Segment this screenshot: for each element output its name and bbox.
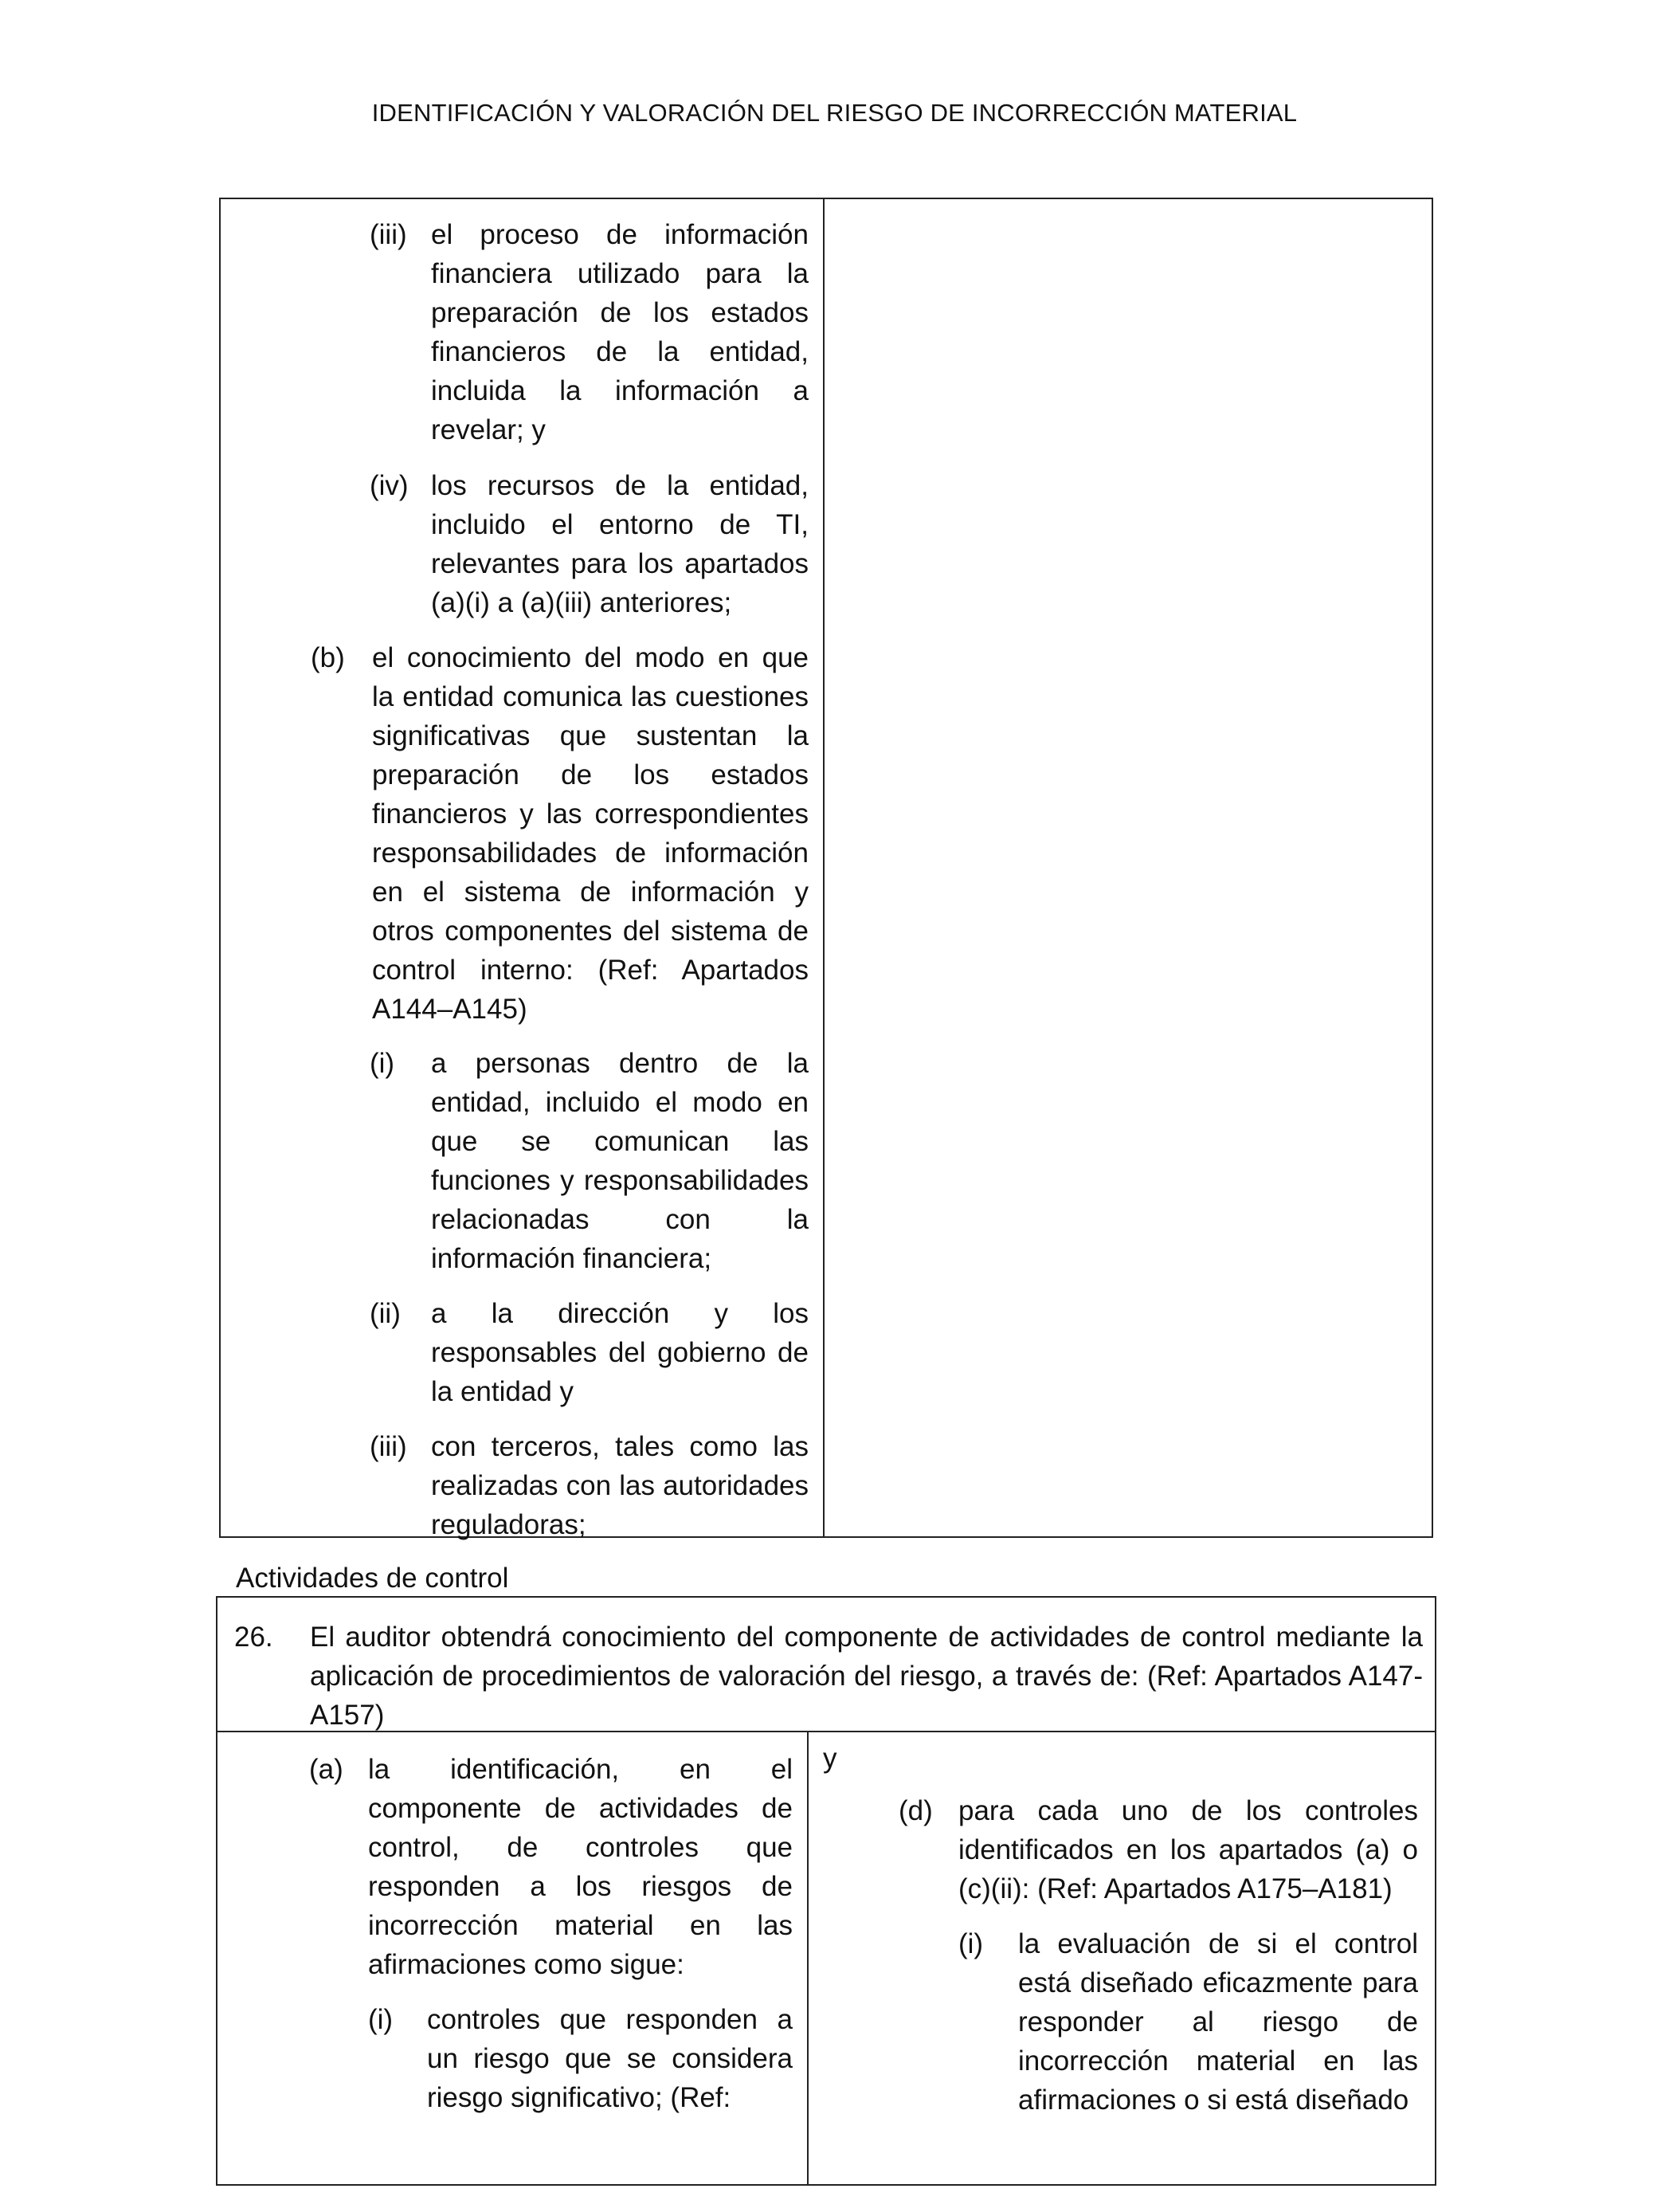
item-marker: (i) [368, 2004, 394, 2035]
item-marker: (a) [309, 1754, 343, 1785]
item-marker: (iii) [370, 1431, 407, 1462]
item-marker: (d) [899, 1795, 933, 1826]
item-marker: (iv) [370, 470, 409, 501]
list-item-ii [370, 1294, 809, 1411]
table-2-column-divider [807, 1731, 809, 2186]
list-item-d [899, 1791, 1418, 1908]
item-marker: (i) [958, 1928, 984, 1959]
item-marker: (i) [370, 1048, 395, 1079]
paragraph-text: El auditor obtendrá conocimiento del componente de actividades de control mediante la aplicación de procedimientos de valoración del riesgo, a través de: (Ref: Apartados A147-A157) [310, 1622, 1423, 1731]
item-text: el conocimiento del modo en que la entidad comunica las cuestiones significativas que sustentan la preparación de los estados financieros y las correspondientes responsabilidades de información en el sistema de información y otros componentes del sistema de control interno: (Ref: Apartados A144–A145) [372, 642, 809, 1025]
item-text: a personas dentro de la entidad, incluido el modo en que se comunican las funciones y responsabilidades relacionadas con la información financiera; [431, 1048, 809, 1274]
table-1-column-divider [823, 198, 825, 1538]
paragraph-number: 26. [234, 1622, 273, 1653]
section-title: Actividades de control [236, 1563, 509, 1594]
item-marker: (iii) [370, 219, 407, 250]
item-text: controles que responden a un riesgo que se considera riesgo significativo; (Ref: [427, 2004, 793, 2113]
list-item-d-i [958, 1924, 1418, 2120]
item-text: la evaluación de si el control está diseñado eficazmente para responder al riesgo de incorrección material en las afirmaciones o si está diseñado [1018, 1928, 1418, 2116]
list-item-a [309, 1750, 793, 1984]
connector-y: y [823, 1743, 837, 1774]
item-marker: (b) [311, 642, 345, 673]
list-item-iv [370, 466, 809, 622]
list-item-iii [370, 215, 809, 449]
page-header: IDENTIFICACIÓN Y VALORACIÓN DEL RIESGO DE INCORRECCIÓN MATERIAL [371, 99, 1298, 127]
item-text: los recursos de la entidad, incluido el entorno de TI, relevantes para los apartados (a)(i) a (a)(iii) anteriores; [431, 470, 809, 618]
list-item-b [311, 638, 809, 1029]
list-item-a-i [368, 2000, 793, 2117]
item-text: el proceso de información financiera utilizado para la preparación de los estados financieros de la entidad, incluida la información a revelar; y [431, 219, 809, 445]
item-text: a la dirección y los responsables del gobierno de la entidad y [431, 1298, 809, 1407]
list-item-i [370, 1044, 809, 1278]
list-item-iii-b [370, 1427, 809, 1544]
item-text: la identificación, en el componente de actividades de control, de controles que responden a los riesgos de incorrección material en las afirmaciones como sigue: [368, 1754, 793, 1980]
item-text: con terceros, tales como las realizadas con las autoridades reguladoras; [431, 1431, 809, 1540]
item-marker: (ii) [370, 1298, 401, 1329]
paragraph-26 [234, 1618, 1423, 1735]
item-text: para cada uno de los controles identificados en los apartados (a) o (c)(ii): (Ref: Apartados A175–A181) [958, 1795, 1418, 1904]
